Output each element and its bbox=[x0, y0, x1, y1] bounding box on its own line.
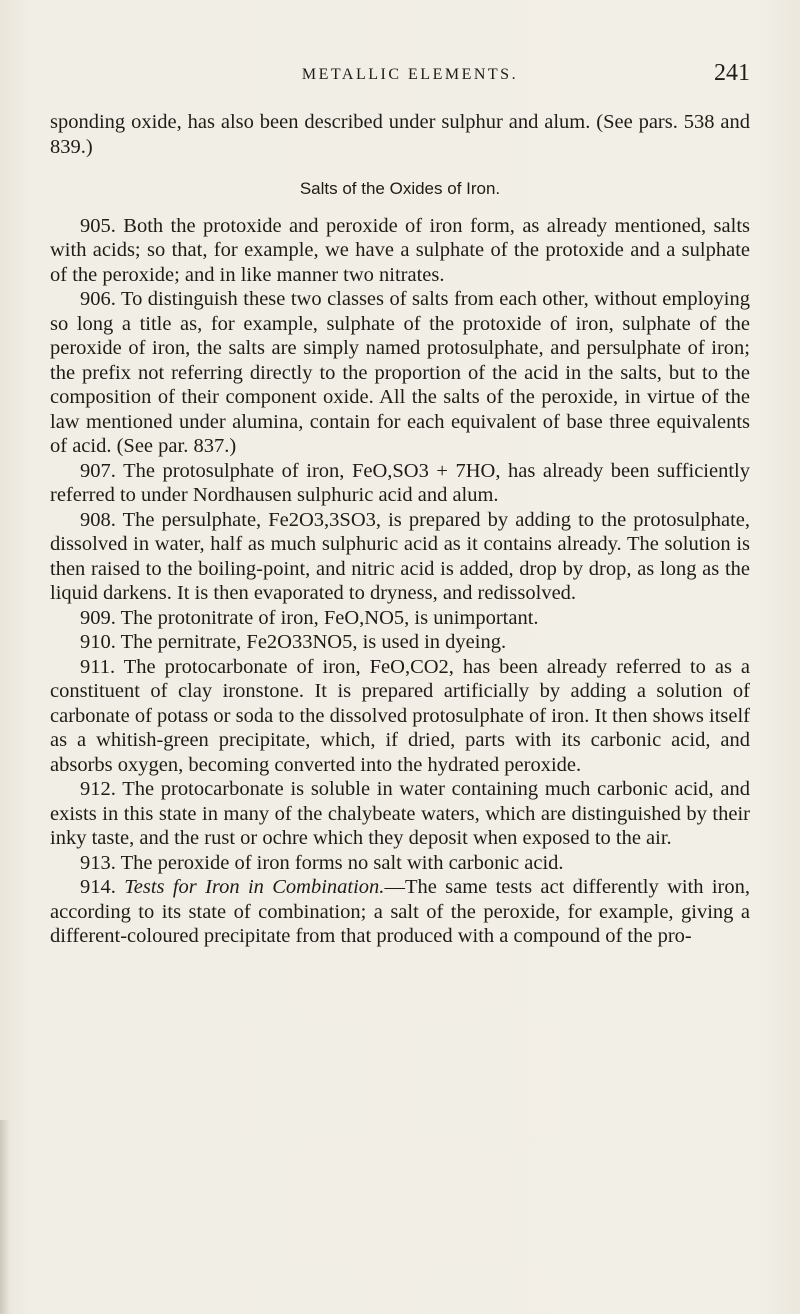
paragraph-text: The protocarbonate of iron, FeO,CO2, has been already referred to as a constituent of clay ironstone. It is prepared artificially by adding a solution of carbonate of potass or soda to the dissolved protosulphate of iron. It then shows itself as a whitish-green precipitate, which, if dried, parts with its carbonic acid, and absorbs oxygen, becoming converted into the hydrated peroxide. bbox=[50, 655, 750, 776]
paragraph-text: Both the protoxide and peroxide of iron form, as already mentioned, salts with acids; so that, for example, we have a sulphate of the protoxide and a sulphate of the peroxide; and in like manner two nitrates. bbox=[50, 214, 751, 286]
paragraph-number: 909. bbox=[80, 606, 116, 629]
paragraph-907 bbox=[50, 459, 750, 508]
paragraph-910 bbox=[50, 630, 750, 655]
paragraph-906 bbox=[50, 287, 750, 459]
page-body bbox=[50, 110, 750, 949]
page-number: 241 bbox=[714, 60, 750, 86]
paragraph-number: 910. bbox=[80, 631, 116, 653]
paragraph-number: 908. bbox=[80, 508, 116, 531]
paragraph-number: 907. bbox=[80, 459, 116, 482]
paragraph-text: —The same tests act differently with iron, according to its state of combination; a salt of the peroxide, for example, giving a different-coloured precipitate from that produced with a compound of the pro- bbox=[50, 876, 751, 947]
paragraph-number: 905. bbox=[80, 214, 116, 237]
paragraph-909 bbox=[50, 606, 750, 631]
paragraph-911 bbox=[50, 655, 750, 778]
paragraph-text: The persulphate, Fe2O3,3SO3, is prepared by adding to the protosulphate, dissolved in water, half as much sulphuric acid as it contains already. The solution is then raised to the boiling-point, and nitric acid is added, drop by drop, as long as the liquid darkens. It is then evaporated to dryness, and redissolved. bbox=[50, 508, 750, 604]
paragraph-number: 914. bbox=[80, 876, 116, 898]
intro-paragraph: sponding oxide, has also been described under sulphur and alum. (See pars. 538 and 839.) bbox=[50, 111, 750, 158]
section-heading: Salts of the Oxides of Iron. bbox=[299, 179, 501, 198]
paragraph-text: The protocarbonate is soluble in water containing much carbonic acid, and exists in this state in many of the chalybeate waters, which are distinguished by their inky taste, and the rust or ochre which they deposit when exposed to the air. bbox=[50, 778, 750, 849]
paragraph-905 bbox=[50, 214, 750, 288]
paragraph-913 bbox=[50, 851, 750, 876]
paragraph-text: The peroxide of iron forms no salt with carbonic acid. bbox=[120, 851, 564, 874]
paragraph-text: The protosulphate of iron, FeO,SO3 + 7HO, has already been sufficiently referred to under Nordhausen sulphuric acid and alum. bbox=[50, 459, 750, 506]
paragraph-number: 913. bbox=[80, 851, 116, 874]
paragraph-number: 906. bbox=[80, 288, 116, 310]
paragraph-text: The pernitrate, Fe2O33NO5, is used in dyeing. bbox=[120, 631, 507, 653]
paragraph-number: 912. bbox=[80, 778, 116, 800]
paragraph-912 bbox=[50, 777, 750, 851]
page-header bbox=[70, 60, 750, 90]
paragraph-text: The protonitrate of iron, FeO,NO5, is unimportant. bbox=[120, 606, 539, 629]
page-edge-shadow bbox=[0, 1120, 10, 1314]
paragraph-number: 911. bbox=[80, 655, 116, 678]
paragraph-text: To distinguish these two classes of salts from each other, without employing so long a title as, for example, sulphate of the protoxide of iron, sulphate of the peroxide of iron, the salts are simply named protosulphate, and persulphate of iron; the prefix not referring directly to the proportion of the acid in the salts, but to the composition of their component oxide. All the salts of the peroxide, in virtue of the law mentioned under alumina, contain for each equivalent of base three equivalents of acid. (See par. 837.) bbox=[50, 288, 750, 457]
paragraph-908 bbox=[50, 508, 750, 606]
running-head: METALLIC ELEMENTS. bbox=[301, 66, 519, 83]
paragraph-914 bbox=[50, 875, 750, 949]
paragraph-title: Tests for Iron in Combination. bbox=[124, 876, 385, 898]
